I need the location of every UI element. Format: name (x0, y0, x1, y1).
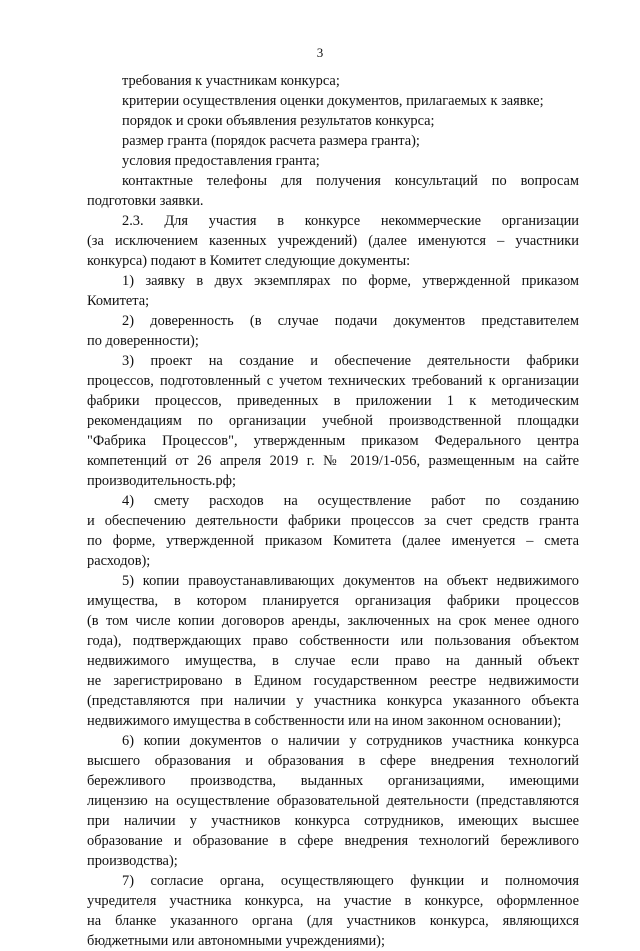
item-3-line-7: производительность.рф; (87, 473, 237, 489)
item-5-line-3: (в том числе копии договоров аренды, заключенных на срок менее одного (87, 613, 579, 629)
item-6-line-5: при наличии у участников конкурса сотрудников, имеющих высшее (87, 813, 579, 829)
document-body (87, 71, 579, 951)
item-7-line-2: учредителя участника конкурса, на участие в конкурсе, оформленное (87, 893, 579, 909)
item-7-line-1: 7) согласие органа, осуществляющего функции и полномочия (122, 873, 579, 889)
item-6-line-4: лицензию на осуществление образовательной деятельности (представляются (87, 793, 579, 809)
item-6-line-6: образование и образование в сфере внедрения технологий бережливого (87, 833, 579, 849)
item-5-line-8: недвижимого имущества в собственности или на ином законном основании); (87, 713, 562, 729)
item-6-line-1: 6) копии документов о наличии у сотрудников участника конкурса (122, 733, 579, 749)
item-6-line-3: бережливого производства, выданных организациями, имеющими (87, 773, 579, 789)
item-7-line-4: бюджетными или автономными учреждениями); (87, 933, 385, 949)
item-1-line-2: Комитета; (87, 293, 150, 309)
page-number: 3 (316, 45, 324, 60)
intro-line-1: требования к участникам конкурса; (122, 73, 340, 89)
item-6-line-2: высшего образования и образования в сфере внедрения технологий (87, 753, 579, 769)
section-2-3-line-2: (за исключением казенных учреждений) (далее именуются – участники (87, 233, 579, 249)
item-4-line-2: и обеспечению деятельности фабрики процессов за счет средств гранта (87, 513, 579, 529)
contacts-line-1: контактные телефоны для получения консультаций по вопросам (122, 173, 579, 189)
item-4-line-1: 4) смету расходов на осуществление работ по созданию (122, 493, 579, 509)
item-5-line-4: года), подтверждающих право собственности или пользования объектом (87, 633, 579, 649)
item-5-line-5: недвижимого имущества, в случае если право на данный объект (87, 653, 579, 669)
item-3-line-5: "Фабрика Процессов", утвержденным приказом Федерального центра (87, 433, 579, 449)
section-2-3-line-3: конкурса) подают в Комитет следующие документы: (87, 253, 411, 269)
item-6-line-7: производства); (87, 853, 178, 869)
section-2-3-line-1: 2.3. Для участия в конкурсе некоммерческие организации (122, 213, 579, 229)
intro-line-3: порядок и сроки объявления результатов конкурса; (122, 113, 435, 129)
item-3-line-6: компетенций от 26 апреля 2019 г. № 2019/1-056, размещенным на сайте (87, 453, 579, 469)
item-3-line-1: 3) проект на создание и обеспечение деятельности фабрики (122, 353, 579, 369)
item-5-line-6: не зарегистрировано в Едином государственном реестре недвижимости (87, 673, 579, 689)
item-3-line-4: рекомендациям по организации учебной производственной площадки (87, 413, 579, 429)
intro-line-2: критерии осуществления оценки документов, прилагаемых к заявке; (122, 93, 544, 109)
intro-line-4: размер гранта (порядок расчета размера гранта); (122, 133, 420, 149)
item-5-line-7: (представляются при наличии у участника конкурса указанного объекта (87, 693, 579, 709)
item-4-line-4: расходов); (87, 553, 151, 569)
item-5-line-1: 5) копии правоустанавливающих документов на объект недвижимого (122, 573, 579, 589)
intro-line-5: условия предоставления гранта; (122, 153, 320, 169)
item-7-line-3: на бланке указанного органа (для участников конкурса, являющихся (87, 913, 579, 929)
item-4-line-3: по форме, утвержденной приказом Комитета (далее именуется – смета (87, 533, 579, 549)
item-3-line-2: процессов, подготовленный с учетом технических требований к организации (87, 373, 579, 389)
item-5-line-2: имущества, в котором планируется организация фабрики процессов (87, 593, 579, 609)
item-3-line-3: фабрики процессов, приведенных в приложении 1 к методическим (87, 393, 579, 409)
item-2-line-2: по доверенности); (87, 333, 199, 349)
contacts-line-2: подготовки заявки. (87, 193, 204, 209)
item-1-line-1: 1) заявку в двух экземплярах по форме, утвержденной приказом (122, 273, 579, 289)
item-2-line-1: 2) доверенность (в случае подачи документов представителем (122, 313, 579, 329)
